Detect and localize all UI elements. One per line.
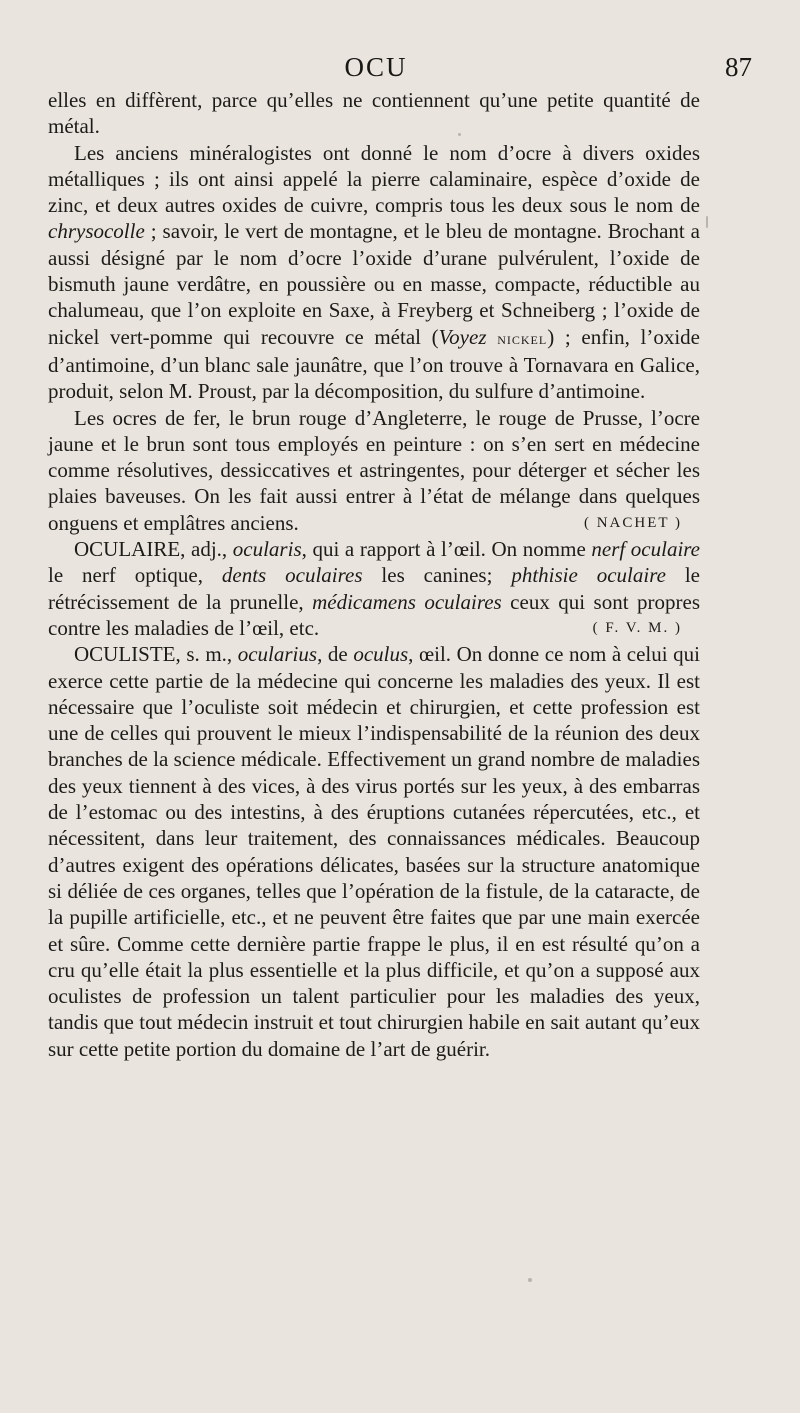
entry-headword-oculiste: OCULISTE	[74, 642, 176, 667]
paragraph-ocre-oxides: Les anciens minéralogistes ont donné le nom d’ocre à divers oxides métalliques ; ils ont ainsi appelé la pierre calaminaire, espèce d’oxide de zinc, et deux autres oxides de cuivre, compris tous les deux sous le nom de chrysocolle ; savoir, le vert de montagne, et le bleu de montagne. Brochant a aussi désigné par le nom d’ocre l’oxide d’urane pulvérulent, l’oxide de bismuth jaune verdâtre, en poussière ou en masse, compacte, réductible au chalumeau, que l’on exploite en Saxe, à Freyberg et Schneiberg ; l’oxide de nickel vert-pomme qui recouvre ce métal (Voyez nickel) ; enfin, l’oxide d’antimoine, d’un blanc sale jaunâtre, que l’on trouve à Tornavara en Galice, produit, selon M. Proust, par la décomposition, du sulfure d’antimoine.	[48, 140, 700, 404]
paragraph-continuation: elles en diffèrent, parce qu’elles ne contiennent qu’une petite quantité de métal.	[48, 88, 700, 139]
cross-ref-nickel: nickel	[497, 328, 548, 348]
author-signature-fvm: ( F. V. M. )	[592, 619, 682, 636]
body-text	[48, 87, 700, 1062]
paragraph-ocres-de-fer: Les ocres de fer, le brun rouge d’Angleterre, le rouge de Prusse, l’ocre jaune et le brun sont tous employés en peinture : on s’en sert en médecine comme résolutives, dessiccatives et astringentes, pour déterger et sécher les plaies baveuses. On les fait aussi entrer à l’état de mélange dans quelques onguens et emplâtres anciens. ( NACHET )	[48, 405, 700, 535]
page-header	[48, 52, 752, 86]
entry-oculaire: OCULAIRE, adj., ocularis, qui a rapport à l’œil. On nomme nerf oculaire le nerf optique, dents oculaires les canines; phthisie oculaire le rétrécissement de la prunelle, médicamens oculaires ceux qui sont propres contre les maladies de l’œil, etc. ( F. V. M. )	[48, 537, 701, 640]
term-chrysocolle: chrysocolle	[48, 219, 145, 244]
paper-speck	[528, 1278, 532, 1282]
running-head: OCU	[344, 52, 408, 82]
author-signature-nachet: ( NACHET )	[583, 514, 682, 531]
page-number: 87	[725, 52, 752, 82]
cross-ref-voyez: Voyez	[438, 324, 487, 349]
entry-headword-oculaire: OCULAIRE	[74, 537, 181, 562]
entry-oculiste: OCULISTE, s. m., ocularius, de oculus, œil. On donne ce nom à celui qui exerce cette partie de la médecine qui concerne les maladies des yeux. Il est nécessaire que l’oculiste soit médecin et chirurgien, et cette profession est une de celles qui prouvent le mieux l’indispensabilité de la réunion des deux branches de la science médicale. Effectivement un grand nombre de maladies des yeux tiennent à des vices, à des virus portés sur les yeux, à des embarras de l’estomac ou des intestins, à des éruptions cutanées répercutées, etc., et nécessitent, dans leur traitement, des connaissances médicales. Beaucoup d’autres exigent des opérations délicates, basées sur la structure anatomique si déliée de ces organes, telles que l’opération de la fistule, de la cataracte, de la pupille artificielle, etc., et ne peuvent être faites que par une main exercée et sûre. Comme cette dernière partie frappe le plus, il en est résulté qu’on a cru qu’elle était la plus essentielle et la plus difficile, et qu’on a supposé aux oculistes de profession un talent particulier pour les maladies des yeux, tandis que tout médecin instruit et tout chirurgien habile en sait autant qu’eux sur cette petite portion du domaine de l’art de guérir.	[48, 642, 700, 1061]
paper-speck	[458, 133, 461, 136]
paper-speck	[706, 216, 708, 228]
